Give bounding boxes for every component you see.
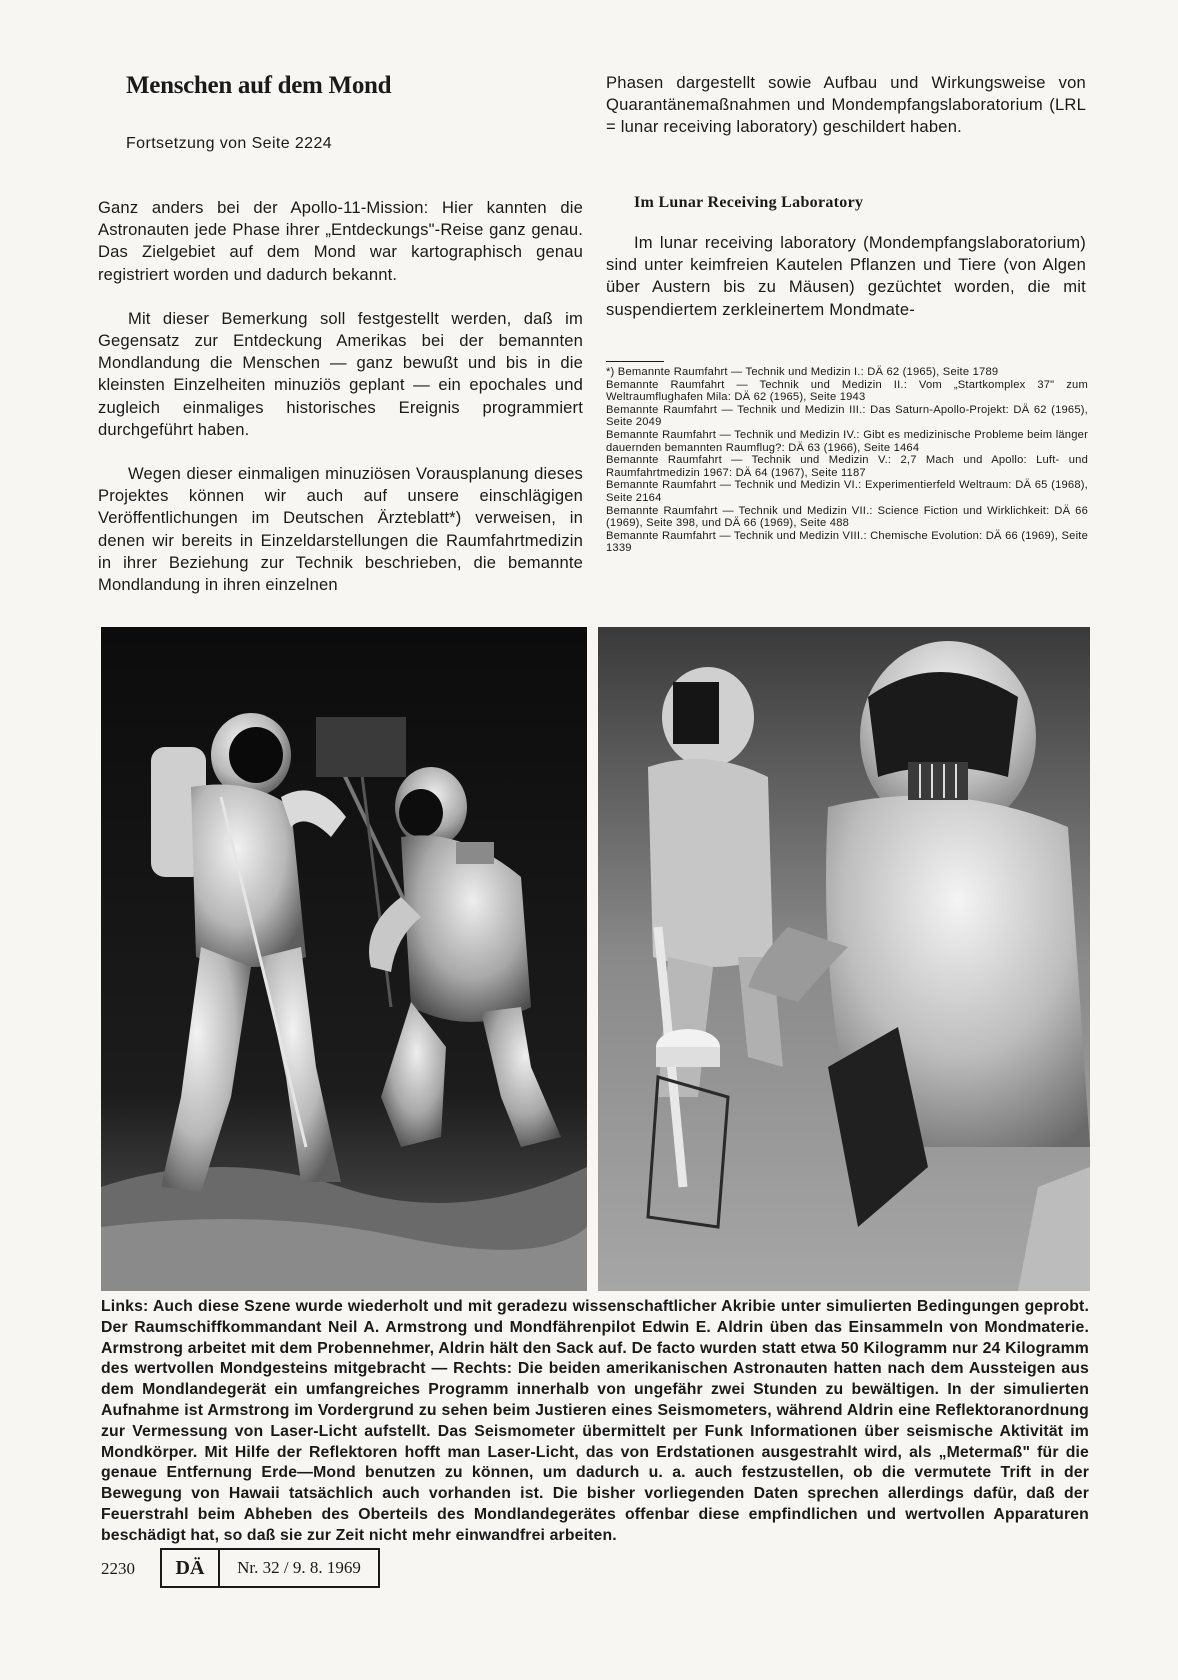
- footnotes: [606, 366, 1088, 555]
- footnote: Bemannte Raumfahrt — Technik und Medizin VIII.: Chemische Evolution: DÄ 66 (1969), Seite 1339: [606, 529, 1088, 555]
- journal-footer-box: [160, 1548, 380, 1588]
- footnote: Bemannte Raumfahrt — Technik und Medizin V.: 2,7 Mach und Apollo: Luft- und Raumfahrtmedizin 1967: DÄ 64 (1967), Seite 1187: [606, 454, 1088, 479]
- right-column-body: Im lunar receiving laboratory (Mondempfangslaboratorium) sind unter keimfreien Kautelen Pflanzen und Tiere (von Algen über Austern bis zu Mäusen) gezüchtet worden, die mit suspendiertem zerkleinertem Mondmate-: [606, 233, 1086, 319]
- footnote: Bemannte Raumfahrt — Technik und Medizin III.: Das Saturn-Apollo-Projekt: DÄ 62 (1965), Seite 2049: [606, 403, 1088, 429]
- seismometer-image: [598, 627, 1090, 1291]
- article-title: Menschen auf dem Mond: [126, 72, 392, 99]
- footnote: Bemannte Raumfahrt — Technik und Medizin VI.: Experimentierfeld Weltraum: DÄ 65 (1968), Seite 2164: [606, 479, 1088, 504]
- right-column-top-text: Phasen dargestellt sowie Aufbau und Wirkungsweise von Quarantänemaßnahmen und Mondempfangslaboratorium (LRL = lunar receiving laboratory) geschildert haben.: [606, 73, 1086, 137]
- section-heading: Im Lunar Receiving Laboratory: [634, 194, 864, 211]
- paragraph: Wegen dieser einmaligen minuziösen Vorausplanung dieses Projektes können wir auch auf unsere einschlägigen Veröffentlichungen im Deutschen Ärzteblatt*) verweisen, in denen wir bereits in Einzeldarstellungen die Raumfahrtmedizin in ihrer Beziehung zur Technik beschrieben, die bemannte Mondlandung in ihren einzelnen: [98, 464, 583, 595]
- photo-caption: Links: Auch diese Szene wurde wiederholt und mit geradezu wissenschaftlicher Akribie unter simulierten Bedingungen geprobt. Der Raumschiffkommandant Neil A. Armstrong und Mondfährenpilot Edwin E. Aldrin üben das Einsammeln von Mondmaterie. Armstrong arbeitet mit dem Probennehmer, Aldrin hält den Sack auf. De facto wurden statt etwa 50 Kilogramm nur 24 Kilogramm des wertvollen Mondgesteins mitgebracht — Rechts: Die beiden amerikanischen Astronauten hatten nach dem Aussteigen aus dem Mondlandegerät ein umfangreiches Programm innerhalb von ungefähr zwei Stunden zu bewältigen. In der simulierten Aufnahme ist Armstrong im Vordergrund zu sehen beim Justieren eines Seismometers, während Aldrin eine Reflektoranordnung zur Vermessung von Laser-Licht aufstellt. Das Seismometer übermittelt per Funk Informationen über seismische Aktivität im Mondkörper. Mit Hilfe der Reflektoren hofft man Laser-Licht, das von Erdstationen ausgestrahlt wird, als „Metermaß" für die genaue Entfernung Erde—Mond benutzen zu können, um dadurch u. a. auch festzustellen, ob die vermutete Trift in der Bewegung von Hawaii tatsächlich auch vorhanden ist. Die bisher vorliegenden Daten sprechen allerdings dafür, daß der Feuerstrahl beim Abheben des Oberteils des Mondlandegerätes offenbar diese empfindlichen und wertvollen Apparaturen beschädigt hat, so daß sie zur Zeit nicht mehr einwandfrei arbeiten.: [101, 1298, 1089, 1544]
- astronauts-sampling-image: [101, 627, 587, 1291]
- footnote: Bemannte Raumfahrt — Technik und Medizin II.: Vom „Startkomplex 37" zum Weltraumflughafen Mila: DÄ 62 (1965), Seite 1943: [606, 378, 1088, 404]
- photo-left-astronauts-sampling: [101, 627, 587, 1291]
- footnote-divider: [606, 361, 664, 362]
- issue-date: Nr. 32 / 9. 8. 1969: [237, 1558, 361, 1577]
- footnote: Bemannte Raumfahrt — Technik und Medizin IV.: Gibt es medizinische Probleme beim länger dauernden bemannten Raumflug?: DÄ 63 (1966), Seite 1464: [606, 428, 1088, 454]
- page-number: 2230: [101, 1559, 135, 1578]
- footnote: *) Bemannte Raumfahrt — Technik und Medizin I.: DÄ 62 (1965), Seite 1789: [606, 366, 999, 378]
- left-column: [98, 197, 583, 618]
- continued-note: Fortsetzung von Seite 2224: [126, 135, 333, 152]
- journal-logo: DÄ: [162, 1550, 220, 1586]
- photo-right-seismometer: [598, 627, 1090, 1291]
- paragraph: Mit dieser Bemerkung soll festgestellt werden, daß im Gegensatz zur Entdeckung Amerikas bei der bemannten Mondlandung die Menschen — ganz bewußt und bis in die kleinsten Einzelheiten minuziös geplant — ein epochales und zugleich einmaliges historisches Ereignis programmiert durchgeführt haben.: [98, 308, 583, 439]
- paragraph: Ganz anders bei der Apollo-11-Mission: Hier kannten die Astronauten jede Phase ihrer „Entdeckungs"-Reise ganz genau. Das Zielgebiet auf dem Mond war kartographisch genau registriert worden und dadurch bekannt.: [98, 198, 583, 284]
- footnote: Bemannte Raumfahrt — Technik und Medizin VII.: Science Fiction und Wirklichkeit: DÄ 66 (1969), Seite 398, und DÄ 66 (1969), Seite 488: [606, 504, 1088, 530]
